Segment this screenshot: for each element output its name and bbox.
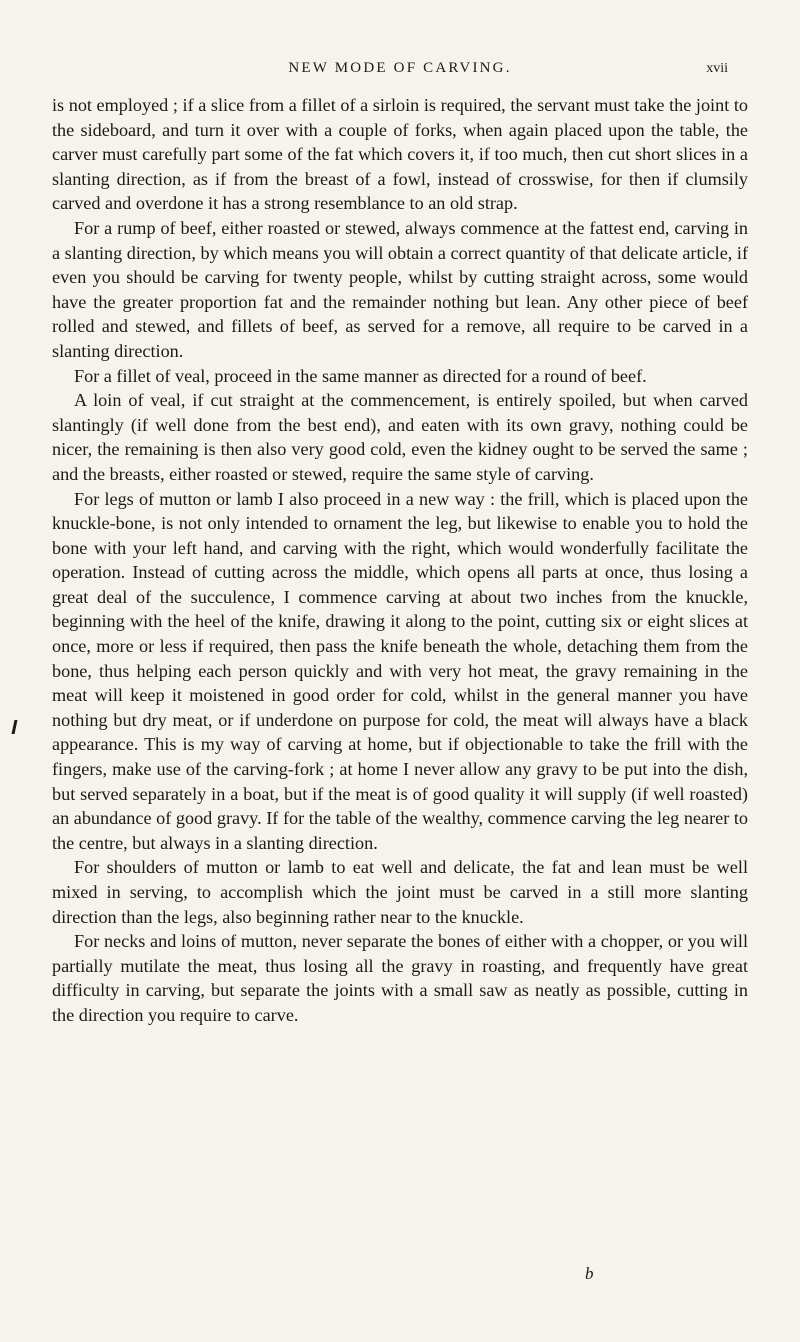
signature-mark: b (585, 1264, 594, 1283)
page-number: xvii (706, 61, 728, 76)
page-header (0, 60, 800, 80)
body-text (52, 93, 748, 1028)
paragraph-legs-of-mutton: For legs of mutton or lamb I also proceed in a new way : the frill, which is placed upon the knuckle-bone, is not only intended to ornament the leg, but likewise to enable you to hold the bone with your left hand, and carving with the right, which would wonderfully facilitate the operation. Instead of cutting across the middle, which opens all parts at once, thus losing a great deal of the succulence, I commence carving at about two inches from the knuckle, beginning with the heel of the knife, drawing it along to the point, cutting six or eight slices at once, more or less if required, then pass the knife beneath the whole, detaching them from the bone, thus helping each person quickly and with very hot meat, the gravy remaining in the meat will keep it moistened in good order for cold, whilst in the general manner you have nothing but dry meat, or if underdone on purpose for cold, the meat will always have a black appearance. This is my way of carving at home, but if objectionable to take the frill with the fingers, make use of the carving-fork ; at home I never allow any gravy to be put into the dish, but served separately in a boat, but if the meat is of good quality it will supply (if well roasted) an abundance of good gravy. If for the table of the wealthy, commence carving the leg nearer to the centre, but always in a slanting direction. (52, 488, 748, 853)
paragraph-fillet-of-veal: For a fillet of veal, proceed in the same manner as directed for a round of beef. (74, 365, 647, 386)
paragraph-rump-of-beef: For a rump of beef, either roasted or stewed, always commence at the fattest end, carving in a slanting direction, by which means you will obtain a correct quantity of that delicate article, if even you should be carving for twenty people, whilst by cutting straight across, some would have the greater proportion fat and the remainder nothing but lean. Any other piece of beef rolled and stewed, and fillets of beef, as served for a remove, all require to be carved in a slanting direction. (52, 217, 748, 361)
running-head: NEW MODE OF CARVING. (288, 60, 512, 76)
paragraph-continuation: is not employed ; if a slice from a fillet of a sirloin is required, the servant must take the joint to the sideboard, and turn it over with a couple of forks, when again placed upon the table, the carver must carefully part some of the fat which covers it, if too much, then cut short slices in a slanting direction, as if from the breast of a fowl, instead of crosswise, for then if clumsily carved and overdone it has a strong resemblance to an old strap. (52, 95, 748, 214)
margin-ink-mark (12, 720, 18, 734)
paragraph-loin-of-veal: A loin of veal, if cut straight at the commencement, is entirely spoiled, but when carved slantingly (if well done from the best end), and eaten with its own gravy, nothing could be nicer, the remaining is then also very good cold, even the kidney ought to be served the same ; and the breasts, either roasted or stewed, require the same style of carving. (52, 390, 748, 484)
paragraph-necks-and-loins: For necks and loins of mutton, never separate the bones of either with a chopper, or you will partially mutilate the meat, thus losing all the gravy in roasting, and frequently have great difficulty in carving, but separate the joints with a small saw as neatly as possible, cutting in the direction you require to carve. (52, 931, 748, 1025)
paragraph-shoulders-of-mutton: For shoulders of mutton or lamb to eat well and delicate, the fat and lean must be well mixed in serving, to accomplish which the joint must be carved in a still more slanting direction than the legs, also beginning rather near to the knuckle. (52, 857, 748, 927)
